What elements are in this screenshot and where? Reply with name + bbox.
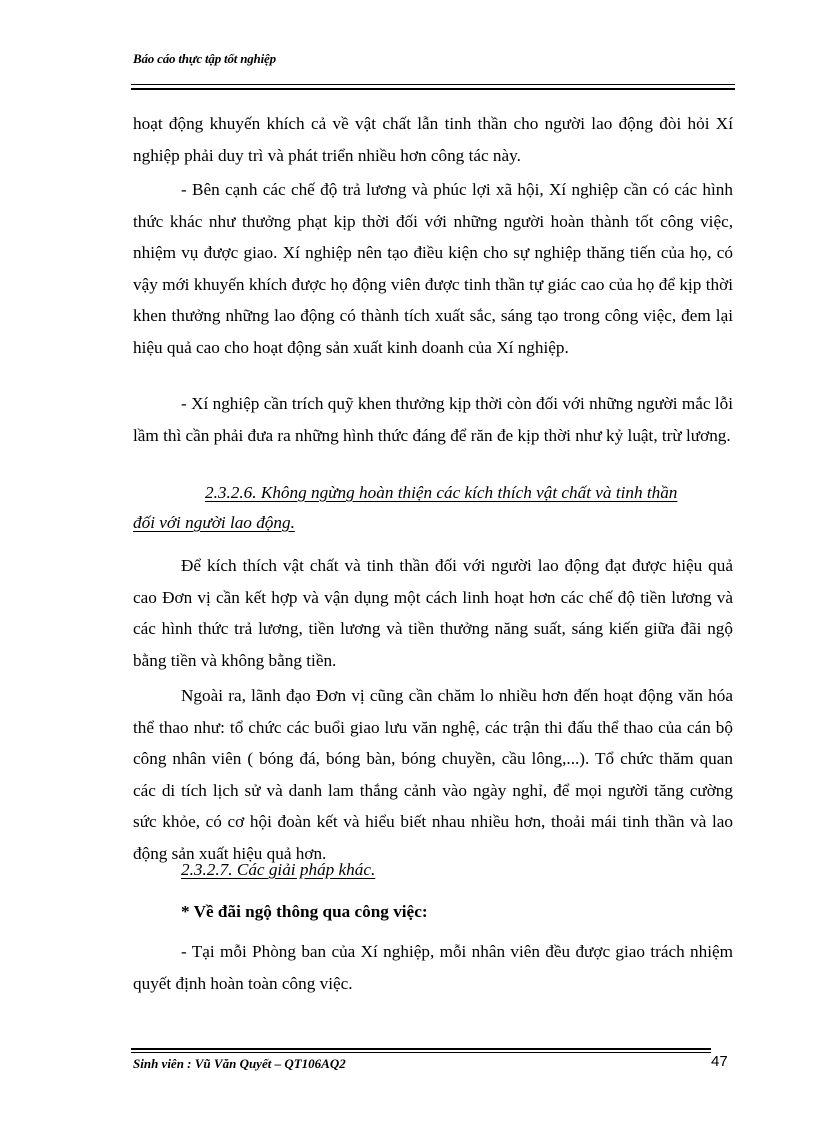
page-number: 47 <box>711 1053 728 1070</box>
paragraph-continuation <box>133 108 733 171</box>
header-rule-thick <box>131 88 735 90</box>
paragraph-text: - Bên cạnh các chế độ trả lương và phúc lợi xã hội, Xí nghiệp cần có các hình thức khác như thưởng phạt kịp thời đối với những người hoàn thành tốt công việc, nhiệm vụ được giao. Xí nghiệp nên tạo điều kiện cho sự nghiệp thăng tiến của họ, có vậy mới khuyến khích được họ động viên được tinh thần tự giác cao của họ để kịp thời khen thưởng những lao động có thành tích xuất sắc, sáng tạo trong công việc, đem lại hiệu quả cao cho hoạt động sản xuất kinh doanh của Xí nghiệp. <box>133 180 733 357</box>
paragraph-culture-sports <box>133 680 733 870</box>
section-heading-2-3-2-6-line2: đối với người lao động. <box>133 513 295 532</box>
header-rule-thin <box>131 84 735 85</box>
section-heading-2-3-2-6-line1: 2.3.2.6. Không ngừng hoàn thiện các kích thích vật chất và tinh thần <box>205 483 678 502</box>
paragraph-incentives <box>133 550 733 676</box>
footer-student: Sinh viên : Vũ Văn Quyết – QT106AQ2 <box>133 1056 346 1071</box>
paragraph-department-responsibility <box>133 936 733 999</box>
subsection-heading-work-incentives: * Về đãi ngộ thông qua công việc: <box>181 902 428 921</box>
paragraph-text: Ngoài ra, lãnh đạo Đơn vị cũng cần chăm lo nhiều hơn đến hoạt động văn hóa thể thao như: tổ chức các buổi giao lưu văn nghệ, các trận thi đấu thể thao của cán bộ công nhân viên ( bóng đá, bóng bàn, bóng chuyền, cầu lông,...). Tổ chức thăm quan các di tích lịch sử và danh lam thắng cảnh vào ngày nghỉ, để mọi người tăng cường sức khỏe, có cơ hội đoàn kết và hiểu biết nhau nhiều hơn, thoải mái tinh thần và lao động sản xuất hiệu quả hơn. <box>133 686 733 863</box>
footer-rule-thin <box>131 1052 711 1053</box>
paragraph-text: - Tại mỗi Phòng ban của Xí nghiệp, mỗi nhân viên đều được giao trách nhiệm quyết định hoàn toàn công việc. <box>133 942 733 993</box>
paragraph-text: hoạt động khuyến khích cả về vật chất lẫn tinh thần cho người lao động đòi hỏi Xí nghiệp phải duy trì và phát triển nhiều hơn công tác này. <box>133 114 733 165</box>
paragraph-bonus-penalty <box>133 174 733 364</box>
paragraph-text: - Xí nghiệp cần trích quỹ khen thưởng kịp thời còn đối với những người mắc lỗi lầm thì cần phải đưa ra những hình thức đáng để răn đe kịp thời như kỷ luật, trừ lương. <box>133 394 733 445</box>
header-title: Báo cáo thực tập tốt nghiệp <box>133 51 276 66</box>
paragraph-text: Để kích thích vật chất và tinh thần đối với người lao động đạt được hiệu quả cao Đơn vị cần kết hợp và vận dụng một cách linh hoạt hơn các chế độ tiền lương và các hình thức trả lương, tiền lương và tiền thưởng năng suất, sáng kiến giữa đãi ngộ bằng tiền và không bằng tiền. <box>133 556 733 670</box>
footer-rule-thick <box>131 1048 711 1050</box>
section-heading-2-3-2-7: 2.3.2.7. Các giải pháp khác. <box>181 860 376 879</box>
paragraph-reward-fund <box>133 388 733 451</box>
